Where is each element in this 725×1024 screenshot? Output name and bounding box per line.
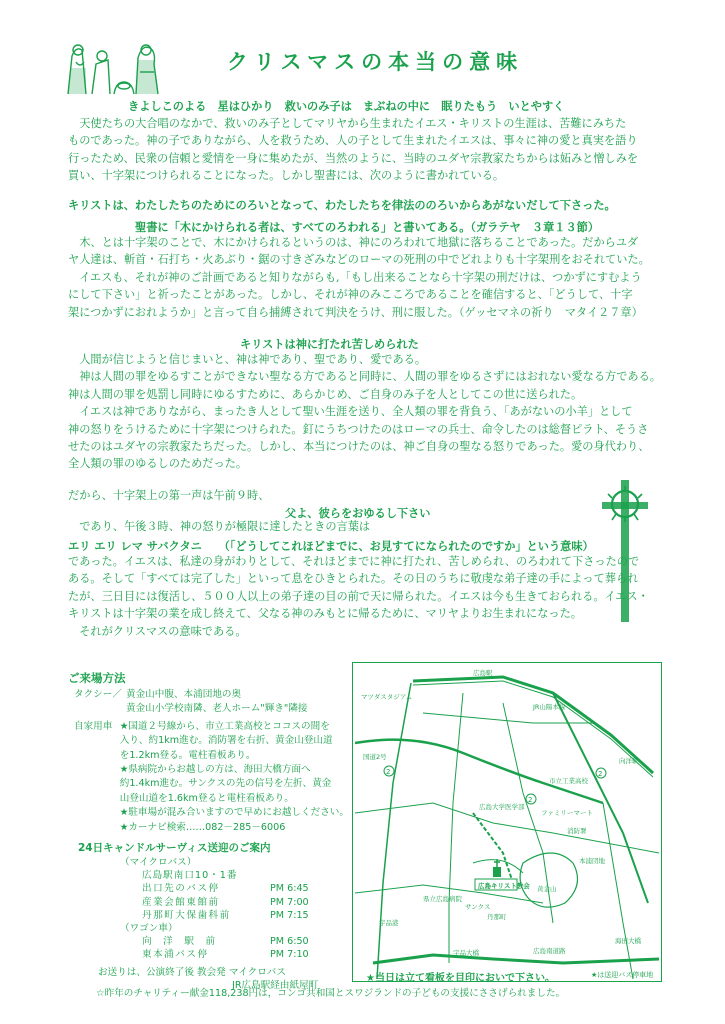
car-line: 山登山道を1.6km登ると電柱看板あり。: [119, 792, 294, 804]
section4-paragraph: [68, 553, 698, 640]
section3-line: 神は人間の罪をゆるすことができない聖なる方であると同時に、人間の罪をゆるさずにはおれない愛なる方である。: [79, 370, 661, 384]
section2-heading: キリストは、わたしたちのためにのろいとなって、わたしたちを律法ののろいからあがないだして下さった。: [68, 199, 616, 212]
shuttle-schedule: [120, 856, 350, 962]
map-label: 向洋駅: [619, 757, 639, 765]
car-line: 入り、約1km進む。消防署を右折、黄金山登山道: [119, 735, 333, 747]
section4-heading: 父よ、彼らをおゆるし下さい: [285, 507, 431, 520]
intro-line: 行ったため、民衆の信頼と愛情を一身に集めたが、当然のように、当時のユダヤ宗教家たちからは妬みと憎しみを: [68, 151, 639, 165]
map-label: 県立広島病院: [423, 895, 462, 903]
car-label: 自家用車: [74, 720, 113, 732]
car-line: を1.2km登る。電柱看板あり。: [119, 749, 256, 761]
section2-scripture: 聖書に「木にかけられる者は、すべてのろわれる」と書いてある。（ガラテヤ ３章１３節）: [135, 221, 600, 234]
map-label: 国道2号: [363, 753, 387, 761]
stop-time: PM 7:00: [270, 896, 309, 908]
car-line: ★カーナビ検索‥‥‥082－285－6006: [119, 821, 286, 833]
section2-line: イエスも、それが神のご計画であると知りながらも,「もし出来ることなら十字架の刑だけは、つかずにすむよう: [79, 270, 642, 284]
section2-line: 架につかずにおれようか」と言って自ら捕縛されて判決をうけ、刑に服した。（ゲッセマネの祈り マタイ２７章）: [68, 305, 643, 319]
taxi-line: 黄金山小学校南隣、老人ホーム"輝き"隣接: [126, 703, 308, 715]
intro-line: 天使たちの大合唱のなかで、救いのみ子としてマリヤから生まれたイエス・キリストの生涯は、苦難にみちた: [79, 117, 627, 130]
stop-time: PM 7:15: [270, 909, 309, 921]
section4-closing: それがクリスマスの意味である。: [79, 624, 247, 638]
svg-text:2: 2: [598, 770, 603, 778]
section3-paragraph: [68, 351, 698, 473]
section3-line: 全人類の罪のゆるしのためだった。: [68, 457, 248, 471]
car-line: 約1.4km進む。サンクスの先の信号を左折、黄金: [119, 778, 332, 790]
micro-label: （マイクロバス）: [120, 857, 197, 868]
stop-place: 東本浦バス停: [142, 949, 209, 961]
section3-line: イエスは神でありながら、まったき人として聖い生涯を送り、全人類の罪を背負う、「あがないの小羊」として: [79, 405, 633, 419]
map-label: 宇品大橋: [453, 949, 479, 957]
map-label: 本浦団地: [579, 857, 605, 865]
section2-line: 木、とは十字架のことで、木にかけられるというのは、神にのろわれて地獄に落ちることであった。だからユダ: [79, 236, 639, 249]
map-label: 市立工業高校: [549, 777, 588, 785]
charity-note: ☆昨年のチャリティー献金118,238円は，コンゴ共和国とスワジランドの子どもの支援にささげられました。: [96, 988, 566, 999]
stop-time: PM 6:50: [270, 936, 309, 948]
taxi-label: タクシー／: [74, 689, 122, 700]
map-label: 広島大学医学部: [479, 803, 525, 811]
intro-paragraph: [68, 115, 698, 185]
carol-line: きよしこのよる 星はひかり 救いのみ子は まぶねの中に 眠りたもう いとやすく: [128, 100, 565, 113]
map-label: サンクス: [465, 903, 491, 911]
stop-place: 丹那町大保歯科前: [142, 909, 231, 921]
svg-text:2: 2: [386, 768, 391, 776]
map-label: 広島南道路: [533, 947, 566, 955]
return-line: お送りは、公演終了後 教会発 マイクロバス: [98, 967, 286, 978]
section3-line: 神は人間の罪を処罰し同時にゆるすために、あらかじめ、ご自身のみ子を人としてこの世に送られた。: [68, 387, 583, 401]
map-label: 黄金山: [537, 885, 557, 893]
wagon-label: （ワゴン車）: [120, 923, 178, 935]
section3-line: 人間が信じようと信じまいと、神は神であり、聖であり、愛である。: [79, 353, 427, 366]
map-label: 消防署: [567, 827, 587, 835]
section3-heading: キリストは神に打たれ苦しめられた: [240, 338, 419, 351]
eli-line: エリ エリ レマ サバクタニ （「どうしてこれほどまでに、お見すてになられたのですか」という意味）: [68, 540, 594, 553]
map-note: ★当日は立て看板を目印においで下さい。: [366, 973, 555, 984]
svg-text:2: 2: [528, 796, 533, 804]
section4-line: だから、十字架上の第一声は午前９時、: [68, 489, 270, 502]
section3-line: 神の怒りをうけるために十字架につけられた。釘にうちつけたのはローマの兵士、命令したのは総督ピラト、そうさ: [68, 422, 649, 436]
intro-line: 買い、十字架につけられることになった。しかし聖書には、次のように書かれている。: [68, 169, 505, 183]
intro-line: ものであった。神の子でありながら、人を救うため、人の子として生まれたイエスは、事々に神の愛と真実を語り: [68, 134, 638, 148]
car-line: ★国道２号線から、市立工業高校とココスの間を: [119, 720, 330, 732]
taxi-line: 黄金山中腹、本浦団地の奥: [126, 689, 242, 700]
stop-place: 出口先のバス停: [142, 883, 220, 895]
return-line: JR広島駅経由紙屋町: [232, 980, 319, 991]
stop-place: 広島駅南口10・1番: [142, 870, 238, 882]
section2-line: にして下さい」と祈ったことがあった。しかし、それが神のみこころであることを確信すると、「どうして、十字: [68, 288, 633, 302]
map-label: マツダスタジアム: [361, 693, 413, 701]
stop-time: PM 6:45: [270, 883, 309, 895]
nativity-scene-icon: [62, 38, 166, 96]
section2-line: ヤ人達は、斬首・石打ち・火あぶり・鋸の寸きざみなどのローマの死刑の中でどれよりも十字架刑をおそれていた。: [68, 253, 650, 267]
shuttle-title: 24日キャンドルサーヴィス送迎のご案内: [78, 842, 271, 854]
car-line: ★駐車場が混み合いますので早めにお越しください。: [119, 807, 349, 819]
access-map: [352, 662, 662, 982]
stop-place: 向 洋 駅 前: [142, 936, 217, 948]
section4-line: キリストは十字架の業を成し終えて、父なる神のみもとに帰るために、マリヤよりお生まれになった。: [68, 607, 582, 621]
section4-line: であった。イエスは、私達の身がわりとして、それほどまでに神に打たれ、苦しめられ、のろわれて下さったので: [68, 555, 640, 568]
map-label: 広島駅: [473, 669, 493, 677]
stop-time: PM 7:10: [270, 949, 309, 961]
access-title: ご来場方法: [68, 671, 126, 685]
map-label: ファミリーマート: [541, 809, 593, 817]
section4-line: たが、三日目には復活し、５００人以上の弟子達の目の前で天に帰られた。イエスは今も生きておられる。イエス・: [68, 589, 649, 603]
map-label: 丹那町: [487, 913, 507, 921]
section4-line: であり、午後３時、神の怒りが極限に達したときの言葉は: [79, 520, 371, 533]
stop-place: 産業会館東館前: [142, 896, 220, 908]
page-title: クリスマスの本当の意味: [226, 50, 524, 74]
map-label: 宇品港: [379, 919, 399, 927]
church-label: 広島キリスト教会: [478, 882, 530, 890]
section3-line: せたのはユダヤの宗教家たちだった。しかし、本当につけたのは、神ご自身の聖なる怒りであった。愛の身代わり、: [68, 440, 650, 454]
car-line: ★県病院からお越しの方は、海田大橋方面へ: [119, 764, 311, 776]
map-legend: ★は送迎バス停車地: [591, 971, 654, 979]
map-label: JR山陽本線: [533, 703, 566, 711]
map-label: 海田大橋: [615, 937, 641, 945]
access-info: [74, 688, 349, 835]
section2-paragraph: [68, 234, 698, 321]
section4-line: ある。そして「すべては完了した」といって息をひきとられた。その日のうちに敬虔な弟子達の手によって葬られ: [68, 572, 639, 586]
